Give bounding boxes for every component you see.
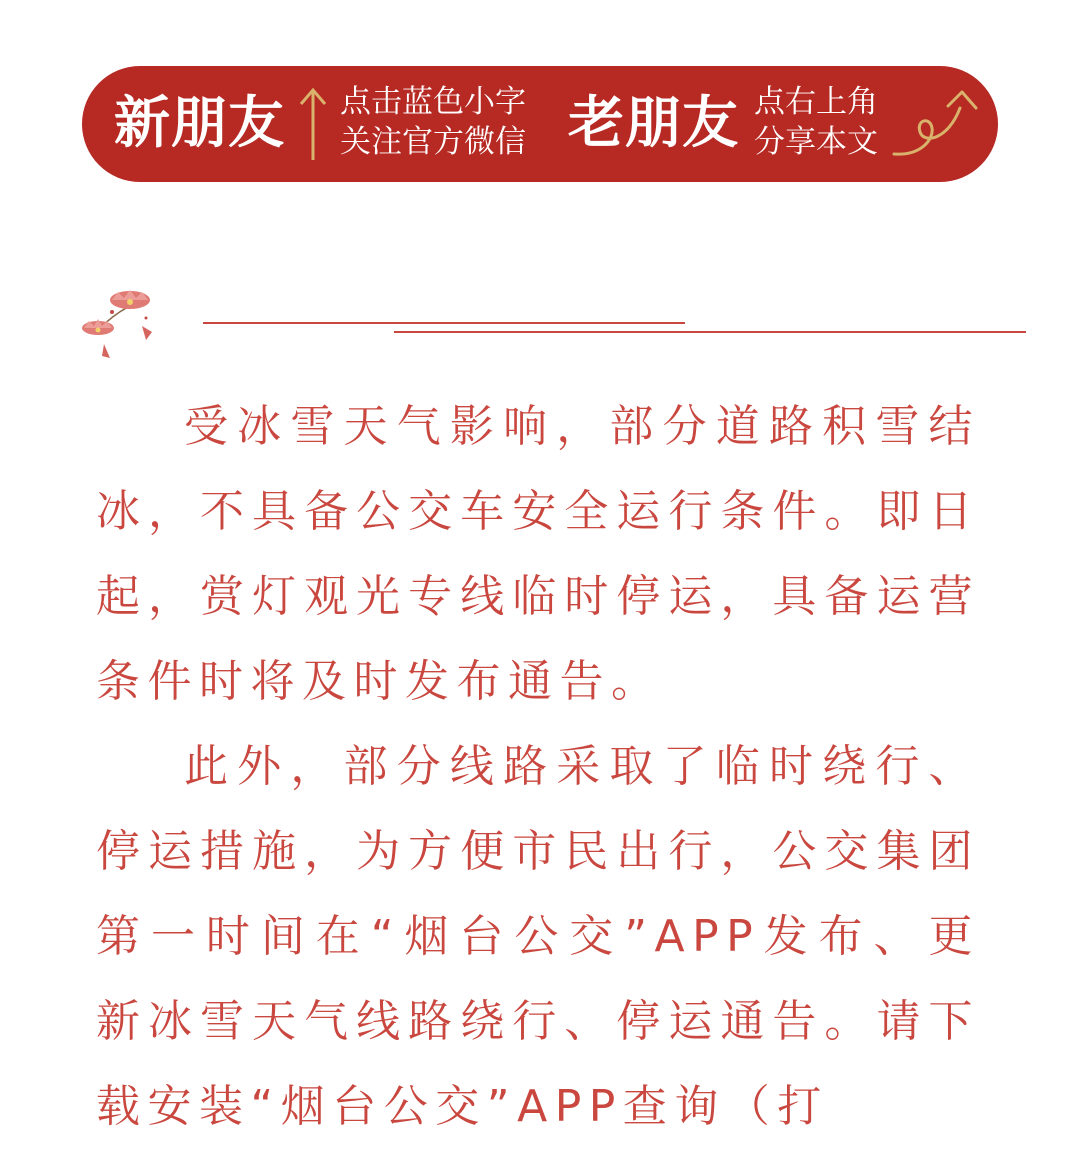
article-paragraph: 此外，部分线路采取了临时绕行、停运措施，为方便市民出行，公交集团第一时间在“烟台公交”APP发布、更新冰雪天气线路绕行、停运通告。请下载安装“烟台公交”APP查询（打 bbox=[96, 741, 980, 1132]
article-body bbox=[96, 384, 980, 1149]
plum-blossom-icon bbox=[80, 282, 172, 370]
follow-hint-line2[interactable]: 关注官方微信 bbox=[340, 124, 526, 160]
share-hint-line2: 分享本文 bbox=[754, 124, 878, 160]
follow-share-banner bbox=[82, 66, 998, 182]
old-friend-label: 老朋友 bbox=[568, 91, 739, 156]
curved-arrow-icon bbox=[890, 84, 982, 164]
article-paragraph: 受冰雪天气影响，部分道路积雪结冰，不具备公交车安全运行条件。即日起，赏灯观光专线临时停运，具备运营条件时将及时发布通告。 bbox=[96, 401, 980, 707]
divider-line-upper bbox=[203, 322, 685, 324]
arrow-up-icon bbox=[296, 84, 330, 164]
follow-hint-line1[interactable]: 点击蓝色小字 bbox=[340, 84, 526, 120]
new-friend-label: 新朋友 bbox=[114, 91, 285, 156]
divider-line-lower bbox=[394, 331, 1026, 333]
share-hint-line1: 点右上角 bbox=[754, 84, 878, 120]
